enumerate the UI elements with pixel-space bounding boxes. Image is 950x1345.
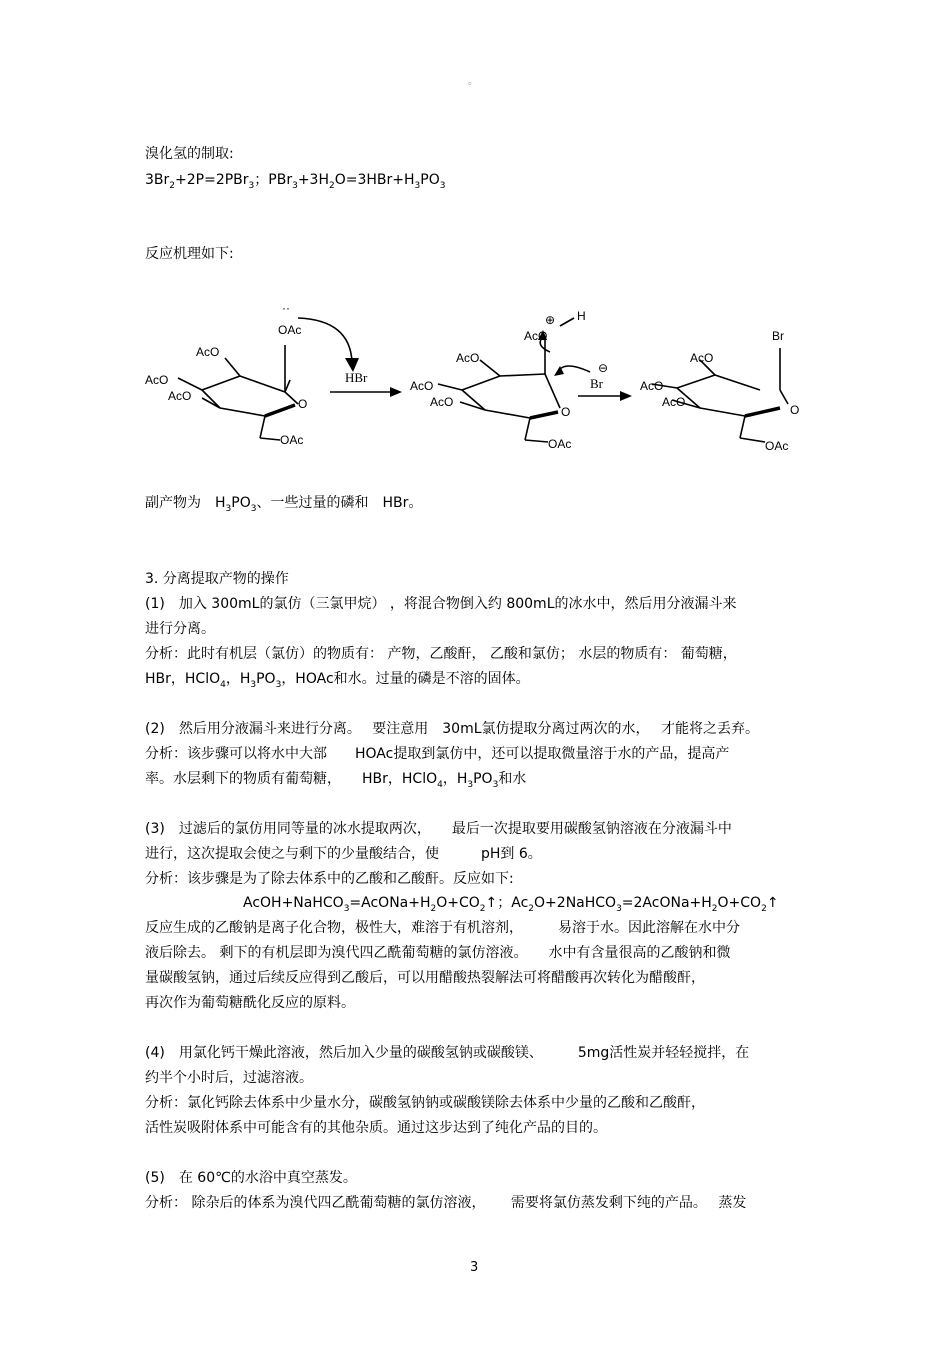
step5-line: (5) 在 60℃的水浴中真空蒸发。 — [145, 1170, 357, 1186]
aco-label: AcO — [456, 351, 480, 365]
step3-line2: 进行，这次提取会使之与剩下的少量酸结合，使 pH到 6。 — [145, 846, 542, 862]
eq-sub: 2 — [329, 180, 335, 191]
plus-charge-label: ⊕ — [545, 313, 556, 327]
proton-label: H — [577, 309, 586, 323]
oac-label: OAc — [548, 437, 572, 451]
text-part: PO — [231, 495, 251, 511]
section-heading: 3. 分离提取产物的操作 — [145, 571, 289, 587]
text-part: AcOH+NaHCO — [243, 895, 344, 911]
text-sub: 3 — [275, 679, 282, 690]
analysis4-line2: 活性炭吸附体系中可能含有的其他杂质。通过这步达到了纯化产品的目的。 — [145, 1120, 607, 1136]
text-part: 、一些过量的磷和 HBr。 — [256, 495, 423, 511]
oac-label: OAc — [278, 323, 302, 337]
analysis3-line5: 再次作为葡萄糖酰化反应的原料。 — [145, 995, 355, 1011]
step1-line1: (1) 加入 300mL的氯仿（三氯甲烷） ，将混合物倒入约 800mL的冰水中，然后用分液漏斗来 — [145, 596, 737, 612]
text-sub: 2 — [711, 903, 718, 914]
reaction3-equation — [243, 894, 779, 918]
analysis4-line1: 分析：氯化钙除去体系中少量水分，碳酸氢钠钠或碳酸镁除去体系中少量的乙酸和乙酸酐， — [145, 1095, 705, 1111]
step2-line: (2) 然后用分液漏斗来进行分离。 要注意用 30mL氯仿提取分离过两次的水， 才能将之丢弃。 — [145, 721, 759, 737]
analysis3-line1: 分析：该步骤是为了除去体系中的乙酸和乙酸酐。反应如下: — [145, 871, 514, 887]
aco-label: AcO — [524, 329, 548, 343]
eq-part: O=3HBr+H — [334, 172, 415, 188]
bromine-label: Br — [772, 329, 784, 343]
header-dot: 。 — [468, 76, 478, 87]
analysis3-line4: 量碳酸氢钠，通过后续反应得到乙酸后，可以用醋酸热裂解法可将醋酸再次转化为醋酸酐， — [145, 970, 705, 986]
aco-label: AcO — [168, 389, 192, 403]
analysis3-line3: 液后除去。 剩下的有机层即为溴代四乙酰葡萄糖的氯仿溶液。 水中有含量很高的乙酸钠和微 — [145, 945, 731, 961]
eq-sub: 3 — [439, 180, 446, 191]
analysis2-line2 — [145, 770, 526, 794]
text-sub: 3 — [250, 503, 257, 514]
text-sub: 4 — [437, 779, 443, 790]
text-part: ，H — [442, 771, 468, 787]
analysis5-line: 分析： 除杂后的体系为溴代四乙酰葡萄糖的氯仿溶液， 需要将氯仿蒸发剩下纯的产品。 蒸发 — [145, 1195, 747, 1211]
analysis1-line1: 分析：此时有机层（氯仿）的物质有： 产物，乙酸酐， 乙酸和氯仿； 水层的物质有： 葡萄糖， — [145, 646, 737, 662]
text-part: 率。水层剩下的物质有葡萄糖， HBr，HClO — [145, 771, 438, 787]
eq-sub: 3 — [248, 180, 255, 191]
text-part: =2AcONa+H — [621, 895, 712, 911]
text-part: ↑；Ac — [485, 895, 529, 911]
text-part: O+CO — [436, 895, 480, 911]
eq-sub: 2 — [169, 180, 176, 191]
ring-oxygen-label: O — [790, 403, 800, 417]
eq-part: +3H — [297, 172, 329, 188]
text-part: 副产物为 H — [145, 495, 226, 511]
aco-label: AcO — [430, 395, 454, 409]
text-sub: 2 — [761, 903, 767, 914]
aco-label: AcO — [640, 379, 664, 393]
text-part: HBr，HClO — [145, 671, 221, 687]
text-part: ↑ — [766, 895, 779, 911]
text-sub: 2 — [479, 903, 486, 914]
bromide-label: Br — [590, 376, 603, 391]
text-part: 和水 — [498, 771, 527, 787]
text-sub: 3 — [467, 779, 474, 790]
text-sub: 3 — [250, 679, 257, 690]
aco-label: AcO — [410, 379, 434, 393]
oac-label: OAc — [765, 439, 789, 453]
lone-pair-label: ·· — [282, 301, 290, 315]
text-sub: 2 — [528, 903, 535, 914]
text-part: O+2NaHCO — [534, 895, 617, 911]
ring-oxygen-label: O — [298, 397, 308, 411]
text-sub: 3 — [492, 779, 499, 790]
aco-label: AcO — [690, 351, 714, 365]
step4-line2: 约半个小时后，过滤溶液。 — [145, 1070, 313, 1086]
text-part: ，H — [225, 671, 251, 687]
analysis1-line2 — [145, 670, 530, 694]
text-part: O+CO — [717, 895, 762, 911]
text-part: PO — [473, 771, 493, 787]
ring-oxygen-label: O — [561, 405, 571, 419]
text-part: ，HOAc和水。过量的磷是不溶的固体。 — [281, 671, 530, 687]
minus-charge-label: ⊖ — [598, 361, 609, 375]
text-sub: 3 — [225, 503, 232, 514]
text-part: =AcONa+H — [349, 895, 431, 911]
eq-part: +2P=2PBr — [175, 172, 249, 188]
analysis3-line2: 反应生成的乙酸钠是离子化合物，极性大，难溶于有机溶剂， 易溶于水。因此溶解在水中分 — [145, 920, 740, 936]
text-sub: 3 — [343, 903, 350, 914]
eq-part: PO — [420, 172, 440, 188]
mechanism-diagram — [140, 300, 820, 470]
eq-part: ；PBr — [254, 172, 293, 188]
hbr-equation — [145, 171, 445, 195]
eq-sub: 3 — [414, 180, 421, 191]
step4-line1: (4) 用氯化钙干燥此溶液，然后加入少量的碳酸氢钠或碳酸镁、 5mg活性炭并轻轻搅拌，在 — [145, 1045, 750, 1061]
aco-label: AcO — [145, 373, 169, 387]
oac-label: OAc — [280, 433, 304, 447]
byproducts-line — [145, 494, 422, 518]
aco-label: AcO — [196, 345, 220, 359]
step1-line2: 进行分离。 — [145, 621, 215, 637]
eq-part: 3Br — [145, 172, 170, 188]
hbr-reagent-label: HBr — [345, 370, 368, 385]
step3-line1: (3) 过滤后的氯仿用同等量的冰水提取两次， 最后一次提取要用碳酸氢钠溶液在分液漏斗中 — [145, 821, 732, 837]
text-sub: 3 — [616, 903, 622, 914]
page-number: 3 — [470, 1260, 479, 1275]
hbr-title: 溴化氢的制取: — [145, 146, 234, 162]
mechanism-title: 反应机理如下: — [145, 246, 234, 262]
aco-label: AcO — [662, 395, 686, 409]
analysis2-line1: 分析：该步骤可以将水中大部 HOAc提取到氯仿中，还可以提取微量溶于水的产品，提高产 — [145, 746, 730, 762]
text-sub: 4 — [220, 679, 226, 690]
eq-sub: 3 — [292, 180, 298, 191]
text-part: PO — [256, 671, 276, 687]
text-sub: 2 — [430, 903, 437, 914]
